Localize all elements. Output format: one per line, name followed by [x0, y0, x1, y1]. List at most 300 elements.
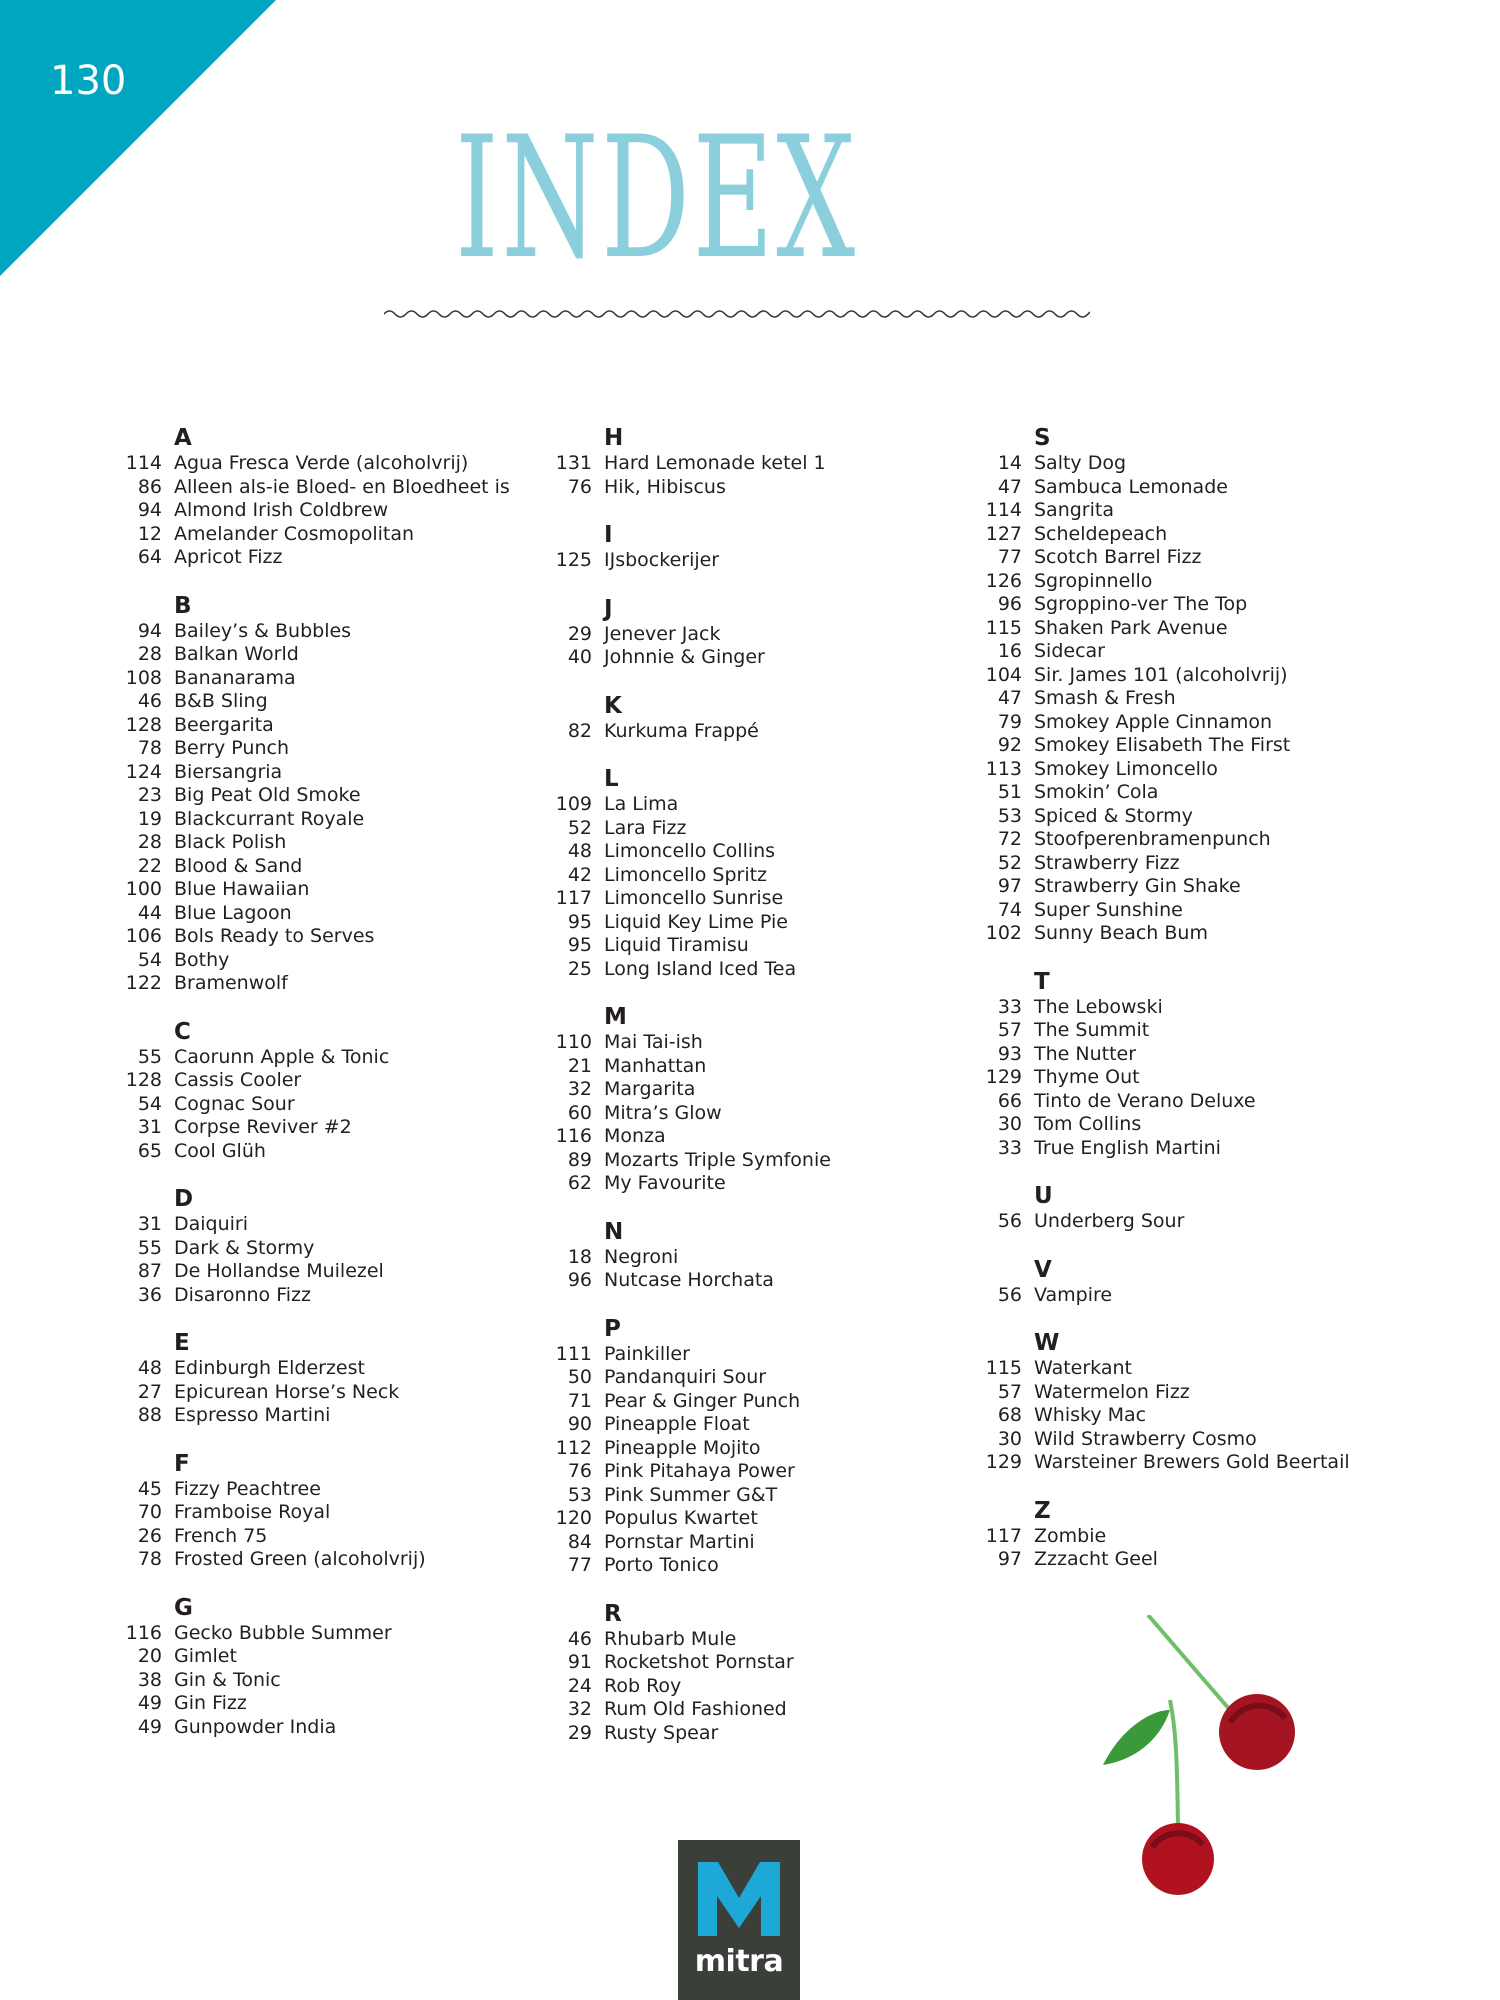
entry-page-number: 14 — [997, 452, 1022, 474]
index-entry — [118, 1140, 538, 1164]
index-entry — [978, 1043, 1398, 1067]
index-entry — [548, 1390, 968, 1414]
entry-page-number: 53 — [567, 1483, 592, 1506]
entry-name: Bothy — [174, 948, 230, 971]
index-entry — [978, 452, 1398, 476]
entry-page-number: 54 — [137, 948, 162, 971]
index-entry — [118, 1478, 538, 1502]
entry-page-number: 112 — [555, 1436, 592, 1459]
entry-name: Rocketshot Pornstar — [604, 1651, 794, 1673]
entry-page-number: 36 — [137, 1283, 162, 1306]
entry-page-number: 129 — [985, 1451, 1022, 1473]
index-entry — [118, 620, 538, 644]
entry-page-number: 33 — [997, 995, 1022, 1018]
entry-name: Gimlet — [174, 1645, 237, 1667]
index-entry — [118, 1069, 538, 1093]
index-entry — [548, 549, 968, 573]
index-entry — [118, 1525, 538, 1549]
index-entry — [548, 1413, 968, 1437]
entry-name: My Favourite — [604, 1172, 726, 1194]
entry-page-number: 33 — [997, 1136, 1022, 1159]
entry-name: Corpse Reviver #2 — [174, 1116, 352, 1138]
entry-page-number: 100 — [125, 878, 162, 900]
index-entry — [118, 1669, 538, 1693]
entry-name: Smokey Elisabeth The First — [1034, 734, 1291, 756]
index-entry — [548, 1460, 968, 1484]
entry-name: Sangrita — [1034, 499, 1114, 521]
entry-name: Limoncello Collins — [604, 840, 776, 862]
entry-page-number: 19 — [137, 807, 162, 830]
entry-name: Almond Irish Coldbrew — [174, 499, 389, 521]
index-entry — [118, 452, 538, 476]
index-entry — [118, 855, 538, 879]
entry-name: Liquid Tiramisu — [604, 934, 749, 956]
entry-name: Tinto de Verano Deluxe — [1034, 1089, 1256, 1112]
entry-page-number: 56 — [997, 1210, 1022, 1232]
index-entry — [978, 1284, 1398, 1308]
entry-name: Edinburgh Elderzest — [174, 1357, 365, 1379]
section-letter: A — [174, 425, 192, 451]
entry-name: Stoofperenbramenpunch — [1034, 828, 1271, 850]
entry-name: Espresso Martini — [174, 1404, 331, 1426]
entry-page-number: 91 — [567, 1651, 592, 1673]
index-section — [978, 1182, 1398, 1234]
index-entry — [978, 875, 1398, 899]
cherry-stem-left — [1170, 1700, 1178, 1825]
section-letter: T — [1034, 968, 1050, 995]
index-column-1 — [118, 424, 538, 1761]
index-column-2 — [548, 424, 968, 1767]
index-entry — [548, 1675, 968, 1699]
index-entry — [548, 1437, 968, 1461]
entry-page-number: 29 — [567, 1721, 592, 1744]
index-entry — [118, 761, 538, 785]
entry-name: Margarita — [604, 1078, 696, 1100]
section-letter: H — [604, 425, 624, 451]
entry-page-number: 88 — [137, 1404, 162, 1426]
index-entry — [548, 623, 968, 647]
entry-name: Hik, Hibiscus — [604, 475, 726, 498]
entry-page-number: 126 — [985, 569, 1022, 592]
index-entry — [118, 523, 538, 547]
index-entry — [118, 784, 538, 808]
entry-name: De Hollandse Muilezel — [174, 1260, 384, 1282]
entry-name: Populus Kwartet — [604, 1507, 758, 1529]
index-section — [548, 521, 968, 573]
section-letter: L — [604, 766, 619, 792]
index-section — [548, 692, 968, 744]
entry-name: Nutcase Horchata — [604, 1269, 774, 1291]
entry-page-number: 57 — [997, 1019, 1022, 1041]
entry-page-number: 122 — [125, 972, 162, 994]
index-section — [118, 1018, 538, 1164]
index-entry — [548, 1246, 968, 1270]
index-entry — [978, 499, 1398, 523]
entry-page-number: 117 — [555, 887, 592, 909]
entry-name: Zombie — [1034, 1524, 1107, 1547]
entry-name: Mai Tai-ish — [604, 1031, 703, 1053]
entry-name: Cool Glüh — [174, 1139, 266, 1162]
entry-name: Big Peat Old Smoke — [174, 784, 361, 806]
index-entry — [118, 1548, 538, 1572]
entry-page-number: 125 — [555, 549, 592, 571]
entry-page-number: 94 — [137, 619, 162, 642]
mitra-logo-text: mitra — [694, 1944, 784, 1979]
entry-name: Underberg Sour — [1034, 1210, 1185, 1232]
entry-name: Blue Hawaiian — [174, 878, 310, 900]
entry-page-number: 96 — [997, 593, 1022, 615]
index-section — [548, 1218, 968, 1293]
entry-page-number: 66 — [997, 1089, 1022, 1112]
page-number: 130 — [50, 58, 127, 104]
entry-name: Beergarita — [174, 713, 274, 736]
index-entry — [118, 476, 538, 500]
entry-page-number: 96 — [567, 1269, 592, 1291]
index-entry — [548, 1554, 968, 1578]
entry-name: Pineapple Float — [604, 1413, 750, 1435]
entry-name: Painkiller — [604, 1342, 690, 1365]
entry-name: Fizzy Peachtree — [174, 1477, 321, 1500]
entry-page-number: 28 — [137, 831, 162, 853]
index-entry — [978, 523, 1398, 547]
index-entry — [548, 958, 968, 982]
entry-name: Apricot Fizz — [174, 546, 283, 568]
entry-name: Sgroppino-ver The Top — [1034, 593, 1248, 615]
entry-name: Bananarama — [174, 666, 296, 689]
entry-name: Pink Pitahaya Power — [604, 1460, 795, 1482]
entry-name: Negroni — [604, 1245, 679, 1268]
entry-page-number: 30 — [997, 1427, 1022, 1450]
entry-name: Manhattan — [604, 1054, 707, 1077]
entry-name: The Nutter — [1034, 1042, 1137, 1065]
index-entry — [118, 878, 538, 902]
entry-page-number: 111 — [555, 1342, 592, 1365]
index-section — [978, 1497, 1398, 1572]
entry-name: Cassis Cooler — [174, 1069, 302, 1091]
index-entry — [978, 899, 1398, 923]
entry-name: Gecko Bubble Summer — [174, 1621, 392, 1644]
index-entry — [118, 1213, 538, 1237]
entry-page-number: 60 — [567, 1101, 592, 1124]
entry-name: French 75 — [174, 1524, 268, 1547]
index-entry — [548, 1125, 968, 1149]
entry-name: Bailey’s & Bubbles — [174, 619, 352, 642]
index-entry — [118, 1260, 538, 1284]
entry-page-number: 21 — [567, 1054, 592, 1077]
entry-name: IJsbockerijer — [604, 549, 720, 571]
entry-name: Salty Dog — [1034, 452, 1127, 474]
entry-page-number: 68 — [997, 1404, 1022, 1426]
entry-name: Epicurean Horse’s Neck — [174, 1380, 400, 1403]
entry-name: Daiquiri — [174, 1213, 249, 1235]
entry-page-number: 72 — [997, 828, 1022, 850]
index-entry — [978, 687, 1398, 711]
index-entry — [978, 593, 1398, 617]
index-section — [548, 765, 968, 981]
index-entry — [118, 737, 538, 761]
entry-name: Dark & Stormy — [174, 1236, 315, 1259]
entry-page-number: 79 — [997, 710, 1022, 733]
entry-name: Gin Fizz — [174, 1692, 247, 1714]
entry-name: Cognac Sour — [174, 1092, 295, 1115]
entry-page-number: 46 — [137, 690, 162, 712]
entry-page-number: 78 — [137, 737, 162, 759]
entry-page-number: 84 — [567, 1530, 592, 1553]
entry-page-number: 56 — [997, 1283, 1022, 1306]
index-column-3 — [978, 424, 1398, 1594]
index-entry — [548, 476, 968, 500]
index-entry — [548, 1628, 968, 1652]
entry-name: Rhubarb Mule — [604, 1627, 737, 1650]
entry-page-number: 52 — [567, 816, 592, 839]
entry-name: Smokey Limoncello — [1034, 757, 1218, 780]
index-entry — [978, 1404, 1398, 1428]
entry-name: Scotch Barrel Fizz — [1034, 546, 1202, 568]
entry-page-number: 117 — [985, 1524, 1022, 1547]
index-entry — [548, 864, 968, 888]
entry-name: Amelander Cosmopolitan — [174, 522, 415, 545]
entry-page-number: 128 — [125, 1069, 162, 1091]
entry-name: Disaronno Fizz — [174, 1283, 311, 1306]
index-entry — [548, 720, 968, 744]
index-entry — [548, 1366, 968, 1390]
section-letter: R — [604, 1600, 622, 1627]
index-entry — [118, 1381, 538, 1405]
index-entry — [978, 1019, 1398, 1043]
entry-page-number: 51 — [997, 781, 1022, 803]
entry-name: Black Polish — [174, 831, 287, 853]
entry-page-number: 114 — [985, 499, 1022, 521]
entry-page-number: 87 — [137, 1260, 162, 1282]
index-entry — [548, 1102, 968, 1126]
entry-name: Blood & Sand — [174, 854, 303, 877]
index-entry — [548, 1484, 968, 1508]
entry-page-number: 28 — [137, 643, 162, 665]
entry-name: Gunpowder India — [174, 1715, 337, 1738]
entry-page-number: 90 — [567, 1413, 592, 1435]
entry-name: B&B Sling — [174, 690, 268, 712]
index-entry — [978, 570, 1398, 594]
index-entry — [548, 1149, 968, 1173]
entry-page-number: 124 — [125, 760, 162, 783]
entry-page-number: 62 — [567, 1172, 592, 1194]
entry-page-number: 131 — [555, 452, 592, 474]
entry-page-number: 50 — [567, 1366, 592, 1388]
entry-page-number: 120 — [555, 1507, 592, 1529]
entry-name: The Summit — [1034, 1019, 1150, 1041]
index-entry — [548, 840, 968, 864]
entry-page-number: 27 — [137, 1380, 162, 1403]
entry-page-number: 115 — [985, 616, 1022, 639]
entry-page-number: 76 — [567, 1460, 592, 1482]
entry-name: Pandanquiri Sour — [604, 1366, 767, 1388]
entry-page-number: 29 — [567, 622, 592, 645]
entry-name: Zzzacht Geel — [1034, 1548, 1158, 1570]
entry-page-number: 30 — [997, 1113, 1022, 1135]
index-entry — [978, 996, 1398, 1020]
entry-page-number: 104 — [985, 663, 1022, 686]
entry-name: Pear & Ginger Punch — [604, 1389, 801, 1412]
entry-name: Shaken Park Avenue — [1034, 616, 1228, 639]
entry-name: Whisky Mac — [1034, 1404, 1147, 1426]
entry-page-number: 108 — [125, 666, 162, 689]
index-entry — [548, 1507, 968, 1531]
mitra-m-mark — [694, 1858, 784, 1938]
entry-page-number: 77 — [567, 1554, 592, 1576]
entry-name: Kurkuma Frappé — [604, 719, 759, 742]
index-entry — [978, 711, 1398, 735]
entry-name: Strawberry Gin Shake — [1034, 875, 1241, 897]
entry-name: Thyme Out — [1034, 1066, 1140, 1088]
index-section — [548, 1003, 968, 1196]
entry-name: Rob Roy — [604, 1674, 682, 1697]
section-letter: Z — [1034, 1497, 1051, 1524]
entry-page-number: 65 — [137, 1139, 162, 1162]
index-entry — [118, 949, 538, 973]
index-entry — [118, 1093, 538, 1117]
entry-page-number: 49 — [137, 1692, 162, 1714]
section-letter: V — [1034, 1256, 1052, 1283]
entry-name: Sgropinnello — [1034, 569, 1153, 592]
entry-page-number: 97 — [997, 1548, 1022, 1570]
entry-page-number: 22 — [137, 854, 162, 877]
index-entry — [118, 1501, 538, 1525]
entry-page-number: 31 — [137, 1213, 162, 1235]
entry-page-number: 77 — [997, 546, 1022, 568]
entry-page-number: 115 — [985, 1357, 1022, 1379]
entry-name: Balkan World — [174, 643, 299, 665]
entry-page-number: 128 — [125, 713, 162, 736]
index-entry — [548, 793, 968, 817]
corner-triangle — [0, 0, 280, 280]
section-letter: J — [604, 595, 613, 622]
index-entry — [548, 1343, 968, 1367]
entry-page-number: 82 — [567, 719, 592, 742]
index-entry — [548, 934, 968, 958]
entry-name: Agua Fresca Verde (alcoholvrij) — [174, 452, 469, 474]
index-section — [118, 1329, 538, 1428]
index-entry — [118, 925, 538, 949]
section-letter: C — [174, 1018, 191, 1045]
entry-page-number: 52 — [997, 851, 1022, 874]
index-entry — [118, 1284, 538, 1308]
index-section — [978, 424, 1398, 946]
entry-name: Waterkant — [1034, 1357, 1132, 1379]
entry-name: Blue Lagoon — [174, 901, 292, 924]
entry-page-number: 47 — [997, 475, 1022, 498]
entry-page-number: 54 — [137, 1092, 162, 1115]
entry-page-number: 74 — [997, 898, 1022, 921]
index-entry — [548, 1055, 968, 1079]
entry-name: Biersangria — [174, 760, 283, 783]
index-entry — [978, 852, 1398, 876]
entry-page-number: 86 — [137, 475, 162, 498]
index-entry — [118, 690, 538, 714]
index-entry — [978, 922, 1398, 946]
entry-name: Spiced & Stormy — [1034, 804, 1193, 827]
section-letter: E — [174, 1330, 190, 1356]
entry-page-number: 116 — [555, 1125, 592, 1147]
entry-name: Pineapple Mojito — [604, 1436, 761, 1459]
index-entry — [118, 1237, 538, 1261]
entry-page-number: 40 — [567, 646, 592, 668]
entry-name: Limoncello Sunrise — [604, 887, 784, 909]
index-entry — [118, 1046, 538, 1070]
index-entry — [118, 1716, 538, 1740]
entry-page-number: 16 — [997, 640, 1022, 662]
entry-name: Rusty Spear — [604, 1721, 719, 1744]
index-section — [978, 1256, 1398, 1308]
cherry-illustration — [1085, 1615, 1305, 1895]
entry-page-number: 48 — [567, 840, 592, 862]
index-entry — [548, 817, 968, 841]
index-entry — [978, 1137, 1398, 1161]
index-entry — [978, 1548, 1398, 1572]
entry-name: Caorunn Apple & Tonic — [174, 1045, 390, 1068]
mitra-logo — [678, 1840, 800, 2000]
entry-page-number: 47 — [997, 687, 1022, 709]
index-entry — [978, 617, 1398, 641]
section-letter: U — [1034, 1183, 1053, 1209]
index-entry — [548, 1698, 968, 1722]
index-entry — [978, 1357, 1398, 1381]
entry-name: Pornstar Martini — [604, 1530, 755, 1553]
entry-name: Sir. James 101 (alcoholvrij) — [1034, 663, 1288, 686]
index-entry — [548, 911, 968, 935]
index-entry — [548, 452, 968, 476]
index-entry — [118, 1622, 538, 1646]
entry-page-number: 57 — [997, 1380, 1022, 1403]
entry-page-number: 78 — [137, 1548, 162, 1570]
index-entry — [118, 1116, 538, 1140]
entry-page-number: 113 — [985, 757, 1022, 780]
section-letter: W — [1034, 1330, 1060, 1356]
index-entry — [978, 476, 1398, 500]
index-entry — [978, 1066, 1398, 1090]
entry-page-number: 25 — [567, 957, 592, 980]
entry-page-number: 116 — [125, 1621, 162, 1644]
entry-name: Sidecar — [1034, 640, 1105, 662]
entry-name: Watermelon Fizz — [1034, 1380, 1190, 1403]
index-entry — [118, 808, 538, 832]
index-entry — [548, 1078, 968, 1102]
index-entry — [978, 546, 1398, 570]
entry-name: Warsteiner Brewers Gold Beertail — [1034, 1451, 1350, 1473]
section-letter: G — [174, 1594, 193, 1621]
index-entry — [548, 887, 968, 911]
entry-page-number: 38 — [137, 1668, 162, 1691]
index-entry — [548, 1531, 968, 1555]
section-letter: B — [174, 592, 192, 619]
entry-name: Sambuca Lemonade — [1034, 475, 1228, 498]
section-letter: I — [604, 522, 613, 548]
entry-page-number: 127 — [985, 522, 1022, 545]
section-letter: P — [604, 1315, 621, 1342]
entry-page-number: 32 — [567, 1698, 592, 1720]
entry-name: Scheldepeach — [1034, 522, 1168, 545]
entry-page-number: 64 — [137, 546, 162, 568]
entry-page-number: 26 — [137, 1524, 162, 1547]
entry-page-number: 53 — [997, 804, 1022, 827]
index-entry — [978, 805, 1398, 829]
entry-page-number: 76 — [567, 475, 592, 498]
entry-name: Rum Old Fashioned — [604, 1698, 787, 1720]
index-entry — [118, 972, 538, 996]
index-entry — [118, 1645, 538, 1669]
entry-name: Lara Fizz — [604, 816, 687, 839]
section-letter: S — [1034, 425, 1051, 451]
entry-name: Mozarts Triple Symfonie — [604, 1148, 831, 1171]
